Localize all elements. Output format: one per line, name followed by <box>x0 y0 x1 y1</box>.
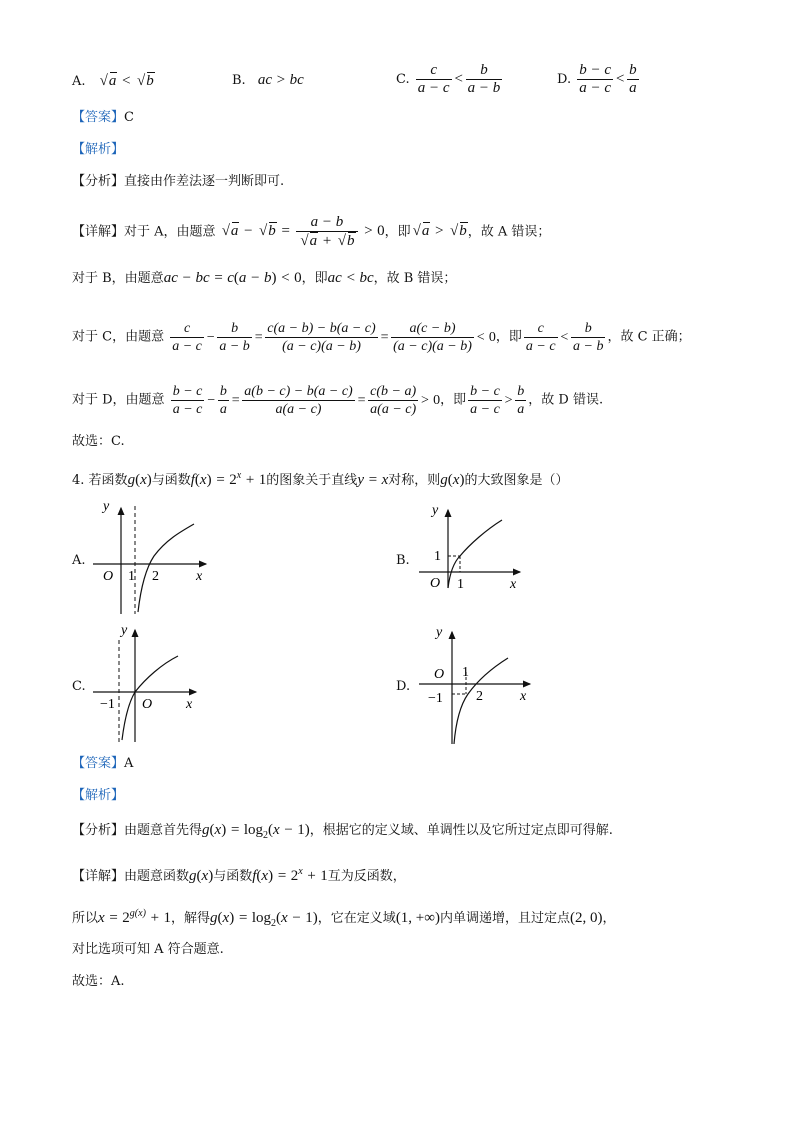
graph-b-label: B. <box>396 553 410 568</box>
graph-d <box>414 622 536 746</box>
so-t5: ， <box>602 911 616 926</box>
answer-value: A <box>124 756 134 771</box>
choose-3-text: 故选：C. <box>72 434 125 449</box>
choose-4 <box>72 972 125 992</box>
so-t2: ，解得 <box>171 911 211 926</box>
tick-neg1: −1 <box>100 697 115 712</box>
q4-t2: 与函数 <box>151 473 191 488</box>
graph-a-label: A. <box>72 553 86 568</box>
tick-neg1: −1 <box>428 691 443 706</box>
q4-t4: 对称，则 <box>388 473 441 488</box>
detail-b-prefix: 对于 B，由题意 <box>72 271 164 286</box>
detail-b-mid: ，即 <box>301 271 328 286</box>
analysis-4: 【分析】由题意首先得$g(x) = \log_2(x - 1)$，根据它的定义域、单调性以及它所过定点即可得解. <box>72 822 613 841</box>
question-4: 4. 若函数g(x)与函数$f(x) = 2^x + 1$的图象关于直线y = x对称，则g(x)的大致图象是（） <box>72 470 569 488</box>
tick-x1: 1 <box>457 577 464 592</box>
question-number: 4. <box>72 473 85 488</box>
option-b-label: B. <box>232 73 246 88</box>
compare-text: 对比选项可知 A 符合题意. <box>72 942 224 957</box>
detail-b-end: ，故 B 错误； <box>373 271 457 286</box>
graph-b <box>414 500 526 592</box>
detail-a-end: ，故 A 错误； <box>467 224 551 240</box>
tick-x2: 2 <box>476 689 483 704</box>
detail-tag: 【详解】 <box>72 224 125 240</box>
x-label: x <box>196 569 203 584</box>
detail4-t1: 由题意函数 <box>124 869 190 884</box>
detail-4: 【详解】由题意函数g(x)与函数$f(x) = 2^x + 1$互为反函数， <box>72 866 406 884</box>
option-d: D. $\frac{b - c}{a - c}$ < $\frac{b}{a}$ <box>557 62 637 96</box>
analysis4-t2: ，根据它的定义域、单调性以及它所过定点即可得解. <box>309 823 613 838</box>
answer-4 <box>72 754 133 774</box>
so-t4: 内单调递增，且过定点 <box>439 911 570 926</box>
detail-c-end: ，故 C 正确； <box>607 329 691 345</box>
detail4-t3: 互为反函数， <box>327 869 406 884</box>
q4-t1: 若函数 <box>88 473 128 488</box>
option-c: C. $\frac{c}{a - c}$ < $\frac{b}{a - b}$ <box>396 62 501 96</box>
detail-a-mid: ，即 <box>384 224 411 240</box>
jiexi-tag: 【解析】 <box>72 788 125 803</box>
answer-tag: 【答案】 <box>72 756 125 771</box>
answer-value: C <box>124 110 134 125</box>
detail-c-mid: ，即 <box>495 329 522 345</box>
jiexi-3 <box>72 140 124 160</box>
jiexi-4 <box>72 786 124 806</box>
x-label: x <box>510 577 517 592</box>
graph-a <box>88 498 216 620</box>
jiexi-tag: 【解析】 <box>72 142 125 157</box>
y-label: y <box>436 625 443 640</box>
detail-tag: 【详解】 <box>72 869 125 884</box>
tick-1: 1 <box>128 569 135 584</box>
graph-d-label: D. <box>396 679 411 694</box>
graph-c <box>88 620 208 744</box>
detail-b-line: 对于 B，由题意ac − bc = c(a − b) < 0，即ac < bc，故 B 错误； <box>72 270 457 286</box>
x-label: x <box>520 689 527 704</box>
option-a-label: A. <box>72 74 86 89</box>
so-line: 所以$x = 2^{g(x)} + 1$，解得$g(x) = \log_2(x - 1)$，它在定义域(1, +∞)内单调递增，且过定点(2, 0)， <box>72 908 616 929</box>
answer-tag: 【答案】 <box>72 110 125 125</box>
tick-2: 2 <box>152 569 159 584</box>
analysis-tag: 【分析】 <box>72 174 125 189</box>
compare-line <box>72 940 224 960</box>
so-t1: 所以 <box>72 911 99 926</box>
curve <box>138 524 194 612</box>
option-a: A. √ a < √ b <box>72 72 155 90</box>
detail-d-end: ，故 D 错误. <box>528 392 604 408</box>
detail-c-line: 对于 C，由题意 $\frac{c}{a - c}$ − $\frac{b}{a - b}$ = $\frac{c(a - b) - b(a - c)}{(a - c)(a - b)}$ = $\frac{a(c - b)}{(a - c)(a - b)}$ < 0，即 $\frac{c}{a - c}$ < $\frac{b}{a - b}$ ，故 C 正确； <box>72 321 691 354</box>
y-label: y <box>103 499 110 514</box>
tick-x1: 1 <box>462 665 469 680</box>
origin-label: O <box>434 667 445 682</box>
answer-3 <box>72 108 134 128</box>
choose-3 <box>72 432 125 452</box>
detail4-t2: 与函数 <box>213 869 253 884</box>
q4-t5: 的大致图象是（） <box>464 473 569 488</box>
option-b: B. ac > bc <box>232 72 304 88</box>
analysis-tag: 【分析】 <box>72 823 125 838</box>
detail-a-line: 【详解】对于 A，由题意 √ a − √ b = a − b √ a + √ b > 0，即√ a > √ b，故 A 错误； <box>72 214 550 250</box>
origin-label: O <box>103 569 114 584</box>
x-label: x <box>186 697 193 712</box>
tick-y1: 1 <box>434 549 441 564</box>
analysis-text: 直接由作差法逐一判断即可. <box>124 174 285 189</box>
y-label: y <box>432 503 439 518</box>
detail-a-prefix: 对于 A，由题意 <box>124 224 216 240</box>
analysis-3 <box>72 172 284 192</box>
graph-c-label: C. <box>72 679 86 694</box>
option-d-label: D. <box>557 71 572 87</box>
option-c-label: C. <box>396 71 410 87</box>
q4-t3: 的图象关于直线 <box>266 473 358 488</box>
detail-d-line: 对于 D，由题意 $\frac{b - c}{a - c}$ − $\frac{b}{a}$ = $\frac{a(b - c) - b(a - c)}{a(a - c)}$ = $\frac{c(b - a)}{a(a - c)}$ > 0，即 $\frac{b - c}{a - c}$ > $\frac{b}{a}$ ，故 D 错误. <box>72 384 604 417</box>
detail-d-prefix: 对于 D，由题意 <box>72 392 165 408</box>
detail-d-mid: ，即 <box>440 392 467 408</box>
detail-c-prefix: 对于 C，由题意 <box>72 329 165 345</box>
analysis4-t1: 由题意首先得 <box>124 823 203 838</box>
origin-label: O <box>430 576 441 591</box>
choose-4-text: 故选：A. <box>72 974 125 989</box>
origin-label: O <box>142 697 153 712</box>
y-label: y <box>121 623 128 638</box>
so-t3: ，它在定义域 <box>317 911 396 926</box>
